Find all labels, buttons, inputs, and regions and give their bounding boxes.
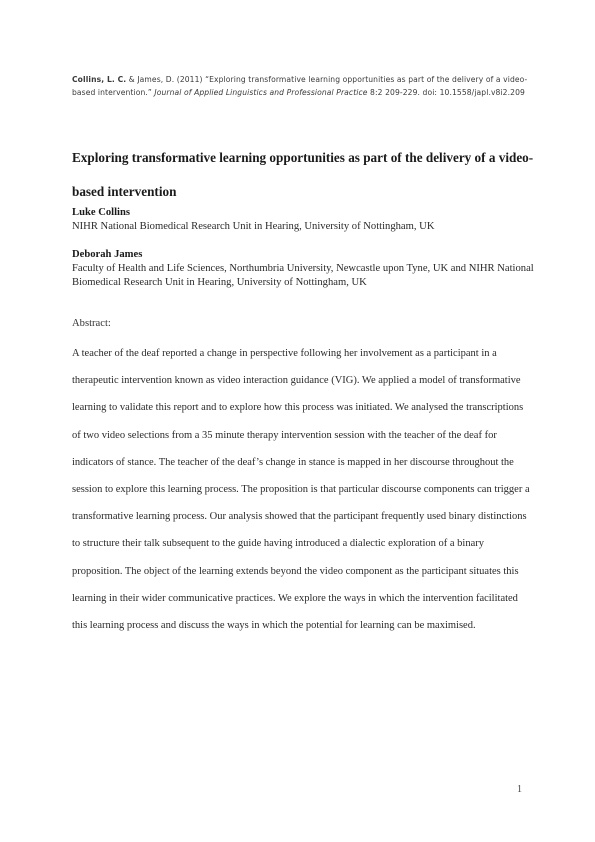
author-name: Luke Collins xyxy=(72,207,130,218)
author-block xyxy=(72,206,542,234)
citation xyxy=(72,73,542,100)
abstract-text: A teacher of the deaf reported a change in perspective following her involvement as a participant in a therapeutic intervention known as video interaction guidance (VIG). We applied a model of transformative learning to validate this report and to explore how this process was initiated. We analysed the transcriptions of two video selections from a 35 minute therapy intervention session with the teacher of the deaf for indicators of stance. The teacher of the deaf’s change in stance is mapped in her discourse throughout the session to explore this learning process. The proposition is that particular discourse components can trigger a transformative learning process. Our analysis showed that the participant frequently used binary distinctions to structure their talk subsequent to the guide having introduced a dialectic exploration of a binary proposition. The object of the learning extends beyond the video component as the participant situates this learning in their wider communicative practices. We explore the ways in which the intervention facilitated this learning process and discuss the ways in which the potential for learning can be maximised. xyxy=(72,348,530,632)
citation-journal: Journal of Applied Linguistics and Professional Practice xyxy=(154,88,368,98)
citation-reference: & James, D. (2011) “Exploring transformative learning opportunities as part of the delivery of a video-based intervention.” xyxy=(72,75,528,98)
author-affiliation: NIHR National Biomedical Research Unit in Hearing, University of Nottingham, UK xyxy=(72,221,435,232)
citation-authors: Collins, L. C. xyxy=(72,75,127,84)
page-number: 1 xyxy=(517,784,522,795)
author-affiliation: Faculty of Health and Life Sciences, Northumbria University, Newcastle upon Tyne, UK and NIHR National Biomedical Research Unit in Hearing, University of Nottingham, UK xyxy=(72,263,534,288)
author-name: Deborah James xyxy=(72,249,143,260)
author-block xyxy=(72,248,542,290)
abstract-heading: Abstract: xyxy=(72,318,111,329)
citation-details: 8:2 209-229. doi: 10.1558/japl.v8i2.209 xyxy=(367,88,525,98)
paper-title: Exploring transformative learning opportunities as part of the delivery of a video-based intervention xyxy=(72,150,534,199)
